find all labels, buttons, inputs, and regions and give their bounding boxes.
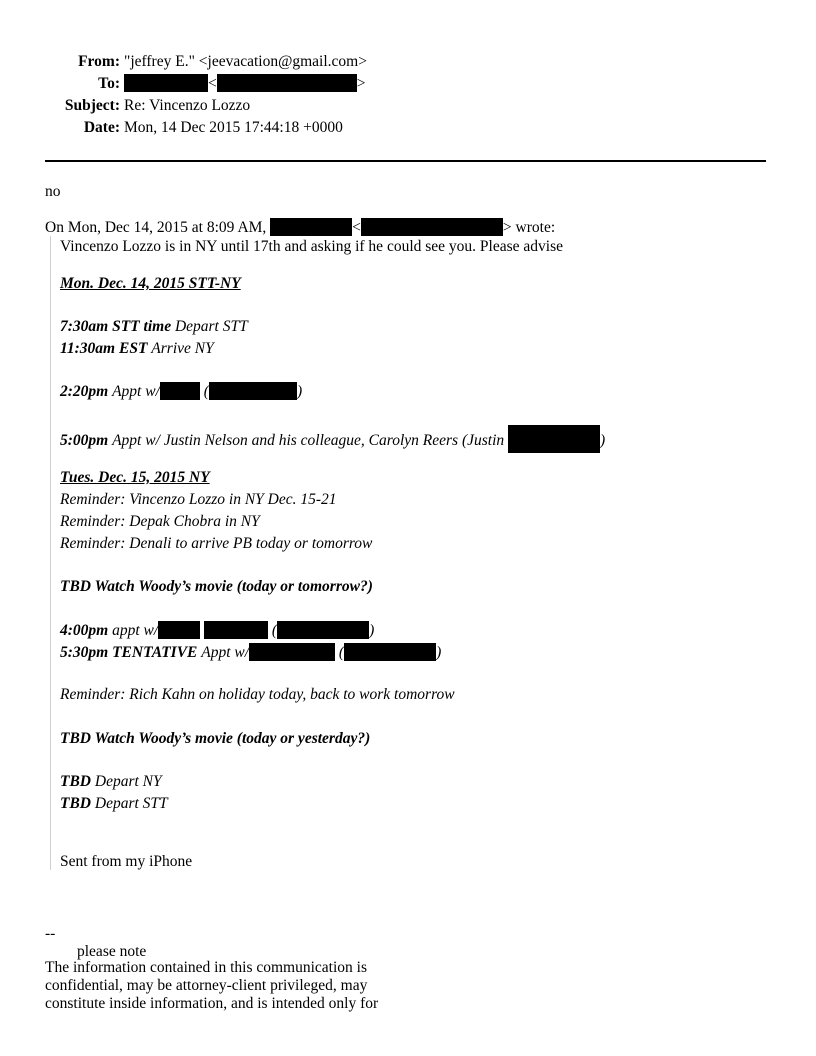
schedule-line	[60, 338, 214, 360]
from-row	[45, 51, 385, 73]
schedule-time: 5:00pm	[60, 432, 109, 449]
to-bracket-close: >	[356, 75, 366, 92]
paren-close: )	[436, 644, 442, 661]
reminder-line: Reminder: Denali to arrive PB today or tomorrow	[60, 535, 373, 552]
to-label: To:	[98, 75, 120, 92]
reminder-line: Reminder: Rich Kahn on holiday today, back to work tomorrow	[60, 686, 455, 703]
tbd-line: TBD Watch Woody’s movie (today or tomorrow?)	[60, 578, 373, 595]
email-header	[45, 51, 385, 139]
reminder-line: Reminder: Vincenzo Lozzo in NY Dec. 15-21	[60, 491, 337, 508]
schedule-time: 11:30am EST	[60, 340, 148, 357]
schedule-line	[60, 425, 605, 453]
schedule-text: Depart NY	[94, 773, 162, 790]
attribution-bracket: <	[352, 219, 361, 236]
paren-close: )	[369, 622, 375, 639]
day-heading: Mon. Dec. 14, 2015 STT-NY	[60, 275, 241, 292]
schedule-text: Appt w/	[112, 383, 160, 400]
reply-body: no	[45, 183, 61, 200]
schedule-time: 7:30am STT time	[60, 318, 172, 335]
redaction-box	[277, 621, 369, 639]
schedule-text: Appt w/	[201, 644, 250, 661]
date-value: Mon, 14 Dec 2015 17:44:18 +0000	[124, 119, 343, 136]
paren-open: (	[203, 383, 209, 400]
quote-intro: Vincenzo Lozzo is in NY until 17th and asking if he could see you. Please advise	[60, 238, 563, 255]
schedule-time: 4:00pm	[60, 622, 109, 639]
redaction-box	[160, 382, 200, 400]
redaction-box	[270, 218, 352, 236]
header-divider	[45, 160, 766, 162]
redaction-box	[217, 74, 357, 92]
tbd-line: TBD Watch Woody’s movie (today or yesterday?)	[60, 730, 371, 747]
schedule-line	[60, 381, 302, 403]
schedule-time: 2:20pm	[60, 383, 109, 400]
schedule-text: Arrive NY	[151, 340, 214, 357]
signature-separator: --	[45, 925, 56, 942]
schedule-time: TBD	[60, 773, 91, 790]
to-row	[45, 73, 385, 95]
paren-open: (	[271, 622, 278, 639]
sent-from-line: Sent from my iPhone	[60, 853, 193, 870]
redaction-box	[158, 621, 200, 639]
quoted-message	[50, 236, 771, 870]
redaction-box	[508, 425, 600, 453]
schedule-time: 5:30pm TENTATIVE	[60, 644, 198, 661]
redaction-box	[124, 74, 208, 92]
redaction-box	[209, 382, 297, 400]
reminder-line: Reminder: Depak Chobra in NY	[60, 513, 260, 530]
redaction-box	[344, 643, 436, 661]
subject-value: Re: Vincenzo Lozzo	[124, 97, 251, 114]
paren-close: )	[600, 432, 606, 449]
redaction-box	[204, 621, 268, 639]
date-label: Date:	[83, 119, 120, 136]
signature-disclaimer: The information contained in this communication is confidential, may be attorney-client privileged, may constitute inside information, and is intended only for	[45, 959, 379, 1012]
schedule-line	[60, 642, 441, 664]
redaction-box	[361, 218, 503, 236]
subject-label: Subject:	[64, 97, 120, 114]
schedule-text: Depart STT	[174, 318, 248, 335]
schedule-text: appt w/	[112, 622, 159, 639]
paren-close: )	[296, 383, 303, 400]
from-label: From:	[78, 53, 120, 70]
schedule-time: TBD	[60, 795, 91, 812]
schedule-line	[60, 316, 248, 338]
from-value: "jeffrey E." <jeevacation@gmail.com>	[124, 53, 367, 70]
schedule-line	[60, 620, 374, 642]
schedule-text: Appt w/ Justin Nelson and his colleague, Carolyn Reers (Justin	[112, 432, 505, 449]
signature-note: please note	[77, 943, 147, 960]
schedule-line	[60, 771, 162, 793]
attribution-prefix: On Mon, Dec 14, 2015 at 8:09 AM,	[45, 219, 267, 236]
paren-open: (	[338, 644, 345, 661]
schedule-text: Depart STT	[94, 795, 168, 812]
to-bracket-open: <	[208, 75, 217, 92]
day-heading: Tues. Dec. 15, 2015 NY	[60, 469, 210, 486]
subject-row	[45, 95, 385, 117]
date-row	[45, 117, 385, 139]
redaction-box	[249, 643, 335, 661]
schedule-line	[60, 793, 168, 815]
attribution-suffix: > wrote:	[502, 219, 556, 236]
